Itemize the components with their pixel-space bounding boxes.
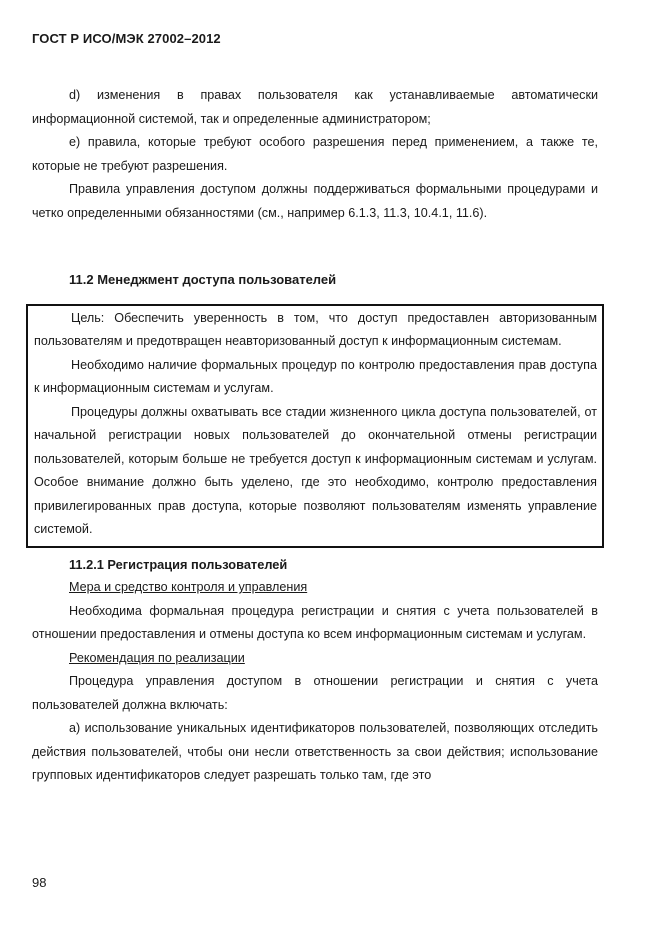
requirement-text: Необходимо наличие формальных процедур по контролю предоставления прав доступа к информационным системам и услугам. — [34, 357, 597, 395]
list-item-a: a) использование уникальных идентификаторов пользователей, позволяющих отследить действия пользователей, чтобы они несли ответственность за свои действия; использование групповых идентификаторов следует разрешать только там, где это — [32, 721, 598, 782]
guidance-heading: Рекомендация по реализации — [69, 650, 245, 665]
paragraph-access-rules: Правила управления доступом должны поддерживаться формальными процедурами и четко определенными обязанностями (см., например 6.1.3, 11.3, 10.4.1, 11.6). — [32, 182, 598, 220]
subsection-title: 11.2.1 Регистрация пользователей — [69, 556, 288, 572]
paragraph-item-e: e) правила, которые требуют особого разрешения перед применением, а также те, которые не требуют разрешения. — [32, 135, 598, 173]
objective-text: Цель: Обеспечить уверенность в том, что доступ предоставлен авторизованным пользователям и предотвращен неавторизованный доступ к информационным системам. — [34, 310, 597, 348]
page-body — [32, 84, 598, 788]
control-heading-line — [32, 576, 598, 600]
guidance-heading-line — [32, 647, 598, 671]
page-number: 98 — [32, 875, 47, 890]
section-title: 11.2 Менеджмент доступа пользователей — [69, 272, 337, 287]
control-heading: Мера и средство контроля и управления — [69, 580, 308, 594]
guidance-text: Процедура управления доступом в отношении регистрации и снятия с учета пользователей должна включать: — [32, 674, 598, 712]
paragraph-item-d: d) изменения в правах пользователя как устанавливаемые автоматически информационной системой, так и определенные администратором; — [32, 88, 598, 126]
standard-code-header: ГОСТ Р ИСО/МЭК 27002–2012 — [32, 31, 221, 46]
control-text: Необходима формальная процедура регистрации и снятия с учета пользователей в отношении предоставления и отмены доступа ко всем информационным системам и услугам. — [32, 603, 598, 641]
objective-box — [26, 304, 604, 548]
procedures-text: Процедуры должны охватывать все стадии жизненного цикла доступа пользователей, от начальной регистрации новых пользователей до окончательной отмены регистрации пользователей, которым больше не требуется доступ к информационным системам и услугам. Особое внимание должно быть уделено, где это необходимо, контролю предоставления привилегированных прав доступа, которые позволяют пользователям изменять управление системой. — [34, 404, 597, 536]
